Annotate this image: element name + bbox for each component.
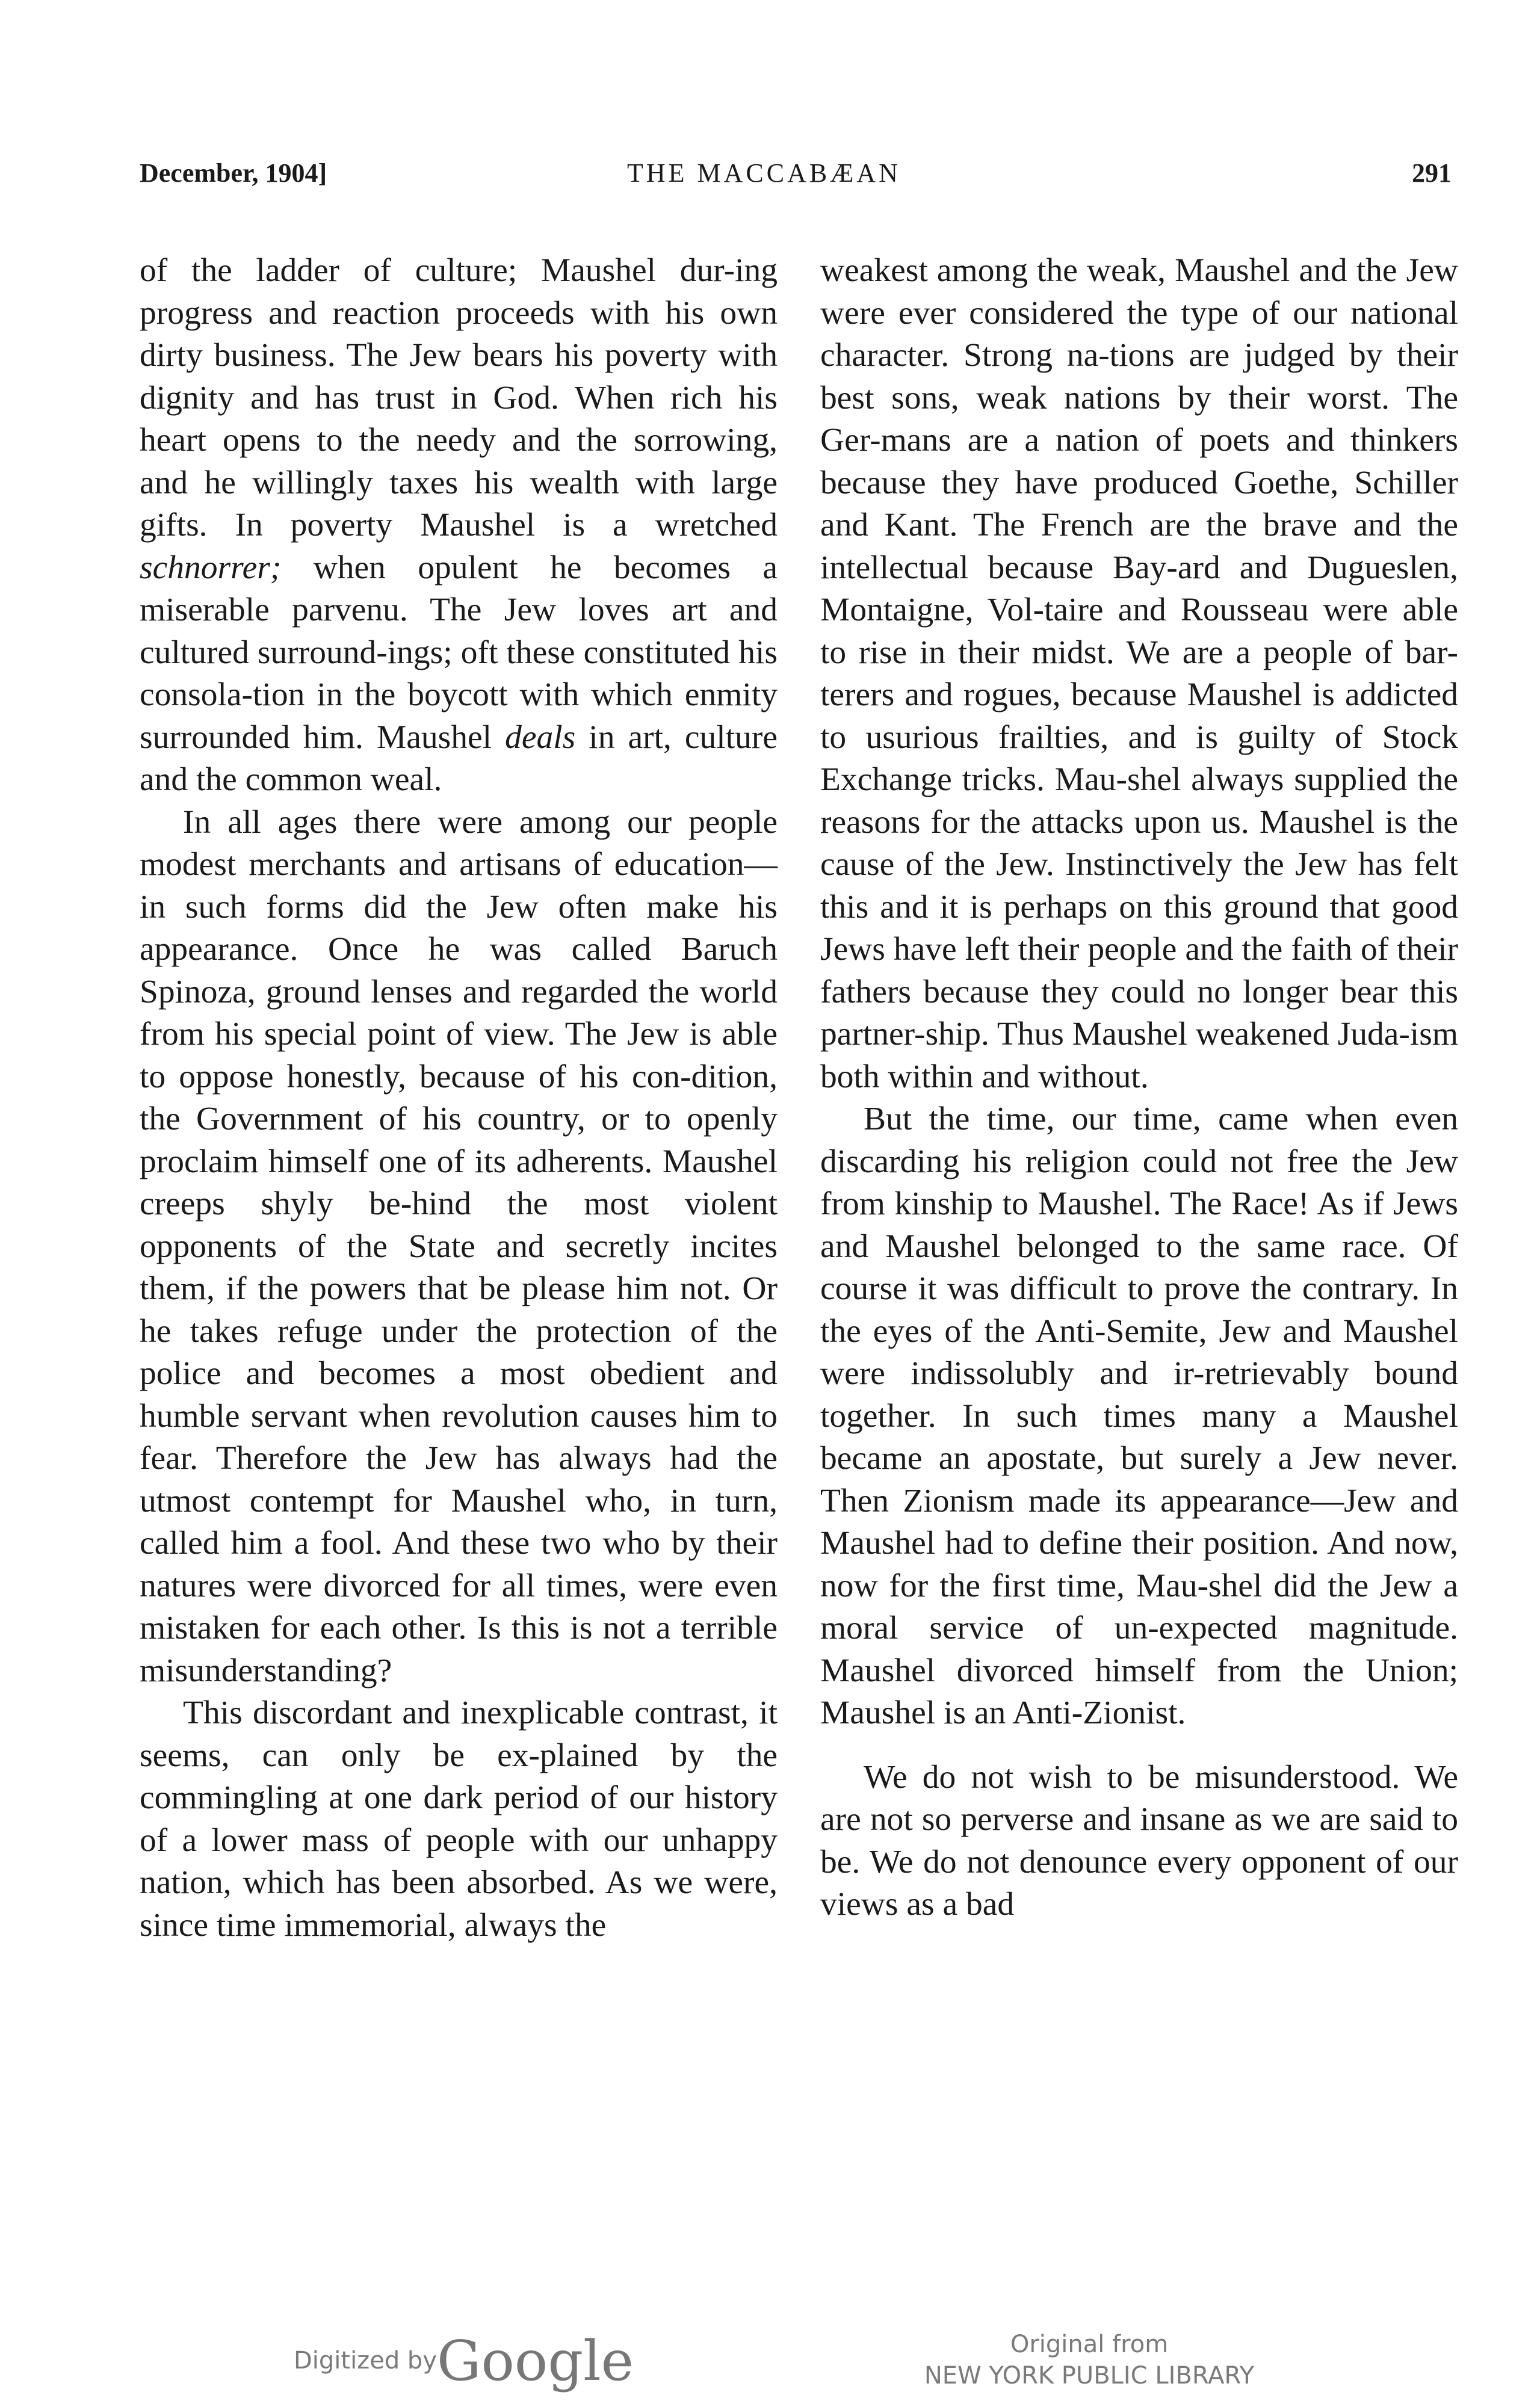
left-column	[140, 250, 778, 1947]
journal-title: THE MACCABÆAN	[627, 158, 901, 188]
left-p1-text-c: in art, culture and the common weal.	[140, 718, 778, 798]
left-paragraph-2: In all ages there were among our people modest merchants and artisans of education—in such forms did the Jew often make his appearance. Once he was called Baruch Spinoza, ground lenses and regarded the world from his special point of view. The Jew is able to oppose honestly, because of his con-dition, the Government of his country, or to openly proclaim himself one of its adherents. Maushel creeps shyly be-hind the most violent opponents of the State and secretly incites them, if the powers that be please him not. Or he takes refuge under the protection of the police and becomes a most obedient and humble servant when revolution causes him to fear. Therefore the Jew has always had the utmost contempt for Maushel who, in turn, called him a fool. And these two who by their natures were divorced for all times, were even mistaken for each other. Is this is not a terrible misunderstanding?	[140, 803, 778, 1689]
page-number: 291	[1412, 158, 1452, 188]
right-column	[820, 250, 1458, 1926]
right-paragraph-3: We do not wish to be misunderstood. We are not so perverse and insane as we are said to be. We do not denounce every opponent of our views as a bad	[820, 1758, 1458, 1923]
library-name: NEW YORK PUBLIC LIBRARY	[924, 2362, 1255, 2390]
left-p1-italic-schnorrer: schnorrer;	[140, 549, 282, 586]
running-head	[140, 158, 1452, 200]
digitization-footer	[0, 2329, 1540, 2401]
left-p1-text-b: when opulent he becomes a miserable parvenu. The Jew loves art and cultured surround-ings; oft these constituted his consola-tion in the boycott with which enmity surrounded him. Maushel	[140, 549, 778, 756]
left-paragraph-1	[140, 250, 778, 802]
original-from-label: Original from	[1010, 2331, 1169, 2358]
left-p1-italic-deals: deals	[505, 718, 576, 756]
original-source	[903, 2329, 1276, 2391]
left-p1-text-a: of the ladder of culture; Maushel dur-ing progress and reaction proceeds with his own dirty business. The Jew bears his poverty with dignity and has trust in God. When rich his heart opens to the needy and the sorrowing, and he willingly taxes his wealth with large gifts. In poverty Maushel is a wretched	[140, 252, 778, 543]
digitized-by-label: Digitized by	[294, 2347, 437, 2375]
header-date: December, 1904]	[140, 158, 327, 188]
google-logo: Google	[437, 2329, 634, 2393]
left-paragraph-3: This discordant and inexplicable contrast, it seems, can only be ex-plained by the commingling at one dark period of our history of a lower mass of people with our unhappy nation, which has been absorbed. As we were, since time immemorial, always the	[140, 1695, 778, 1944]
right-paragraph-2: But the time, our time, came when even discarding his religion could not free the Jew from kinship to Maushel. The Race! As if Jews and Maushel belonged to the same race. Of course it was difficult to prove the contrary. In the eyes of the Anti-Semite, Jew and Maushel were indissolubly and ir-retrievably bound together. In such times many a Maushel became an apostate, but surely a Jew never. Then Zionism made its appearance—Jew and Maushel had to define their position. And now, now for the first time, Mau-shel did the Jew a moral service of un-expected magnitude. Maushel divorced himself from the Union; Maushel is an Anti-Zionist.	[820, 1101, 1458, 1731]
right-paragraph-1: weakest among the weak, Maushel and the Jew were ever considered the type of our national character. Strong na-tions are judged by their best sons, weak nations by their worst. The Ger-mans are a nation of poets and thinkers because they have produced Goethe, Schiller and Kant. The French are the brave and the intellectual because Bay-ard and Dugueslen, Montaigne, Vol-taire and Rousseau were able to rise in their midst. We are a people of bar-terers and rogues, because Maushel is addicted to usurious frailties, and is guilty of Stock Exchange tricks. Mau-shel always supplied the reasons for the attacks upon us. Maushel is the cause of the Jew. Instinctively the Jew has felt this and it is perhaps on this ground that good Jews have left their people and the faith of their fathers because they could no longer bear this partner-ship. Thus Maushel weakened Juda-ism both within and without.	[820, 252, 1458, 1095]
